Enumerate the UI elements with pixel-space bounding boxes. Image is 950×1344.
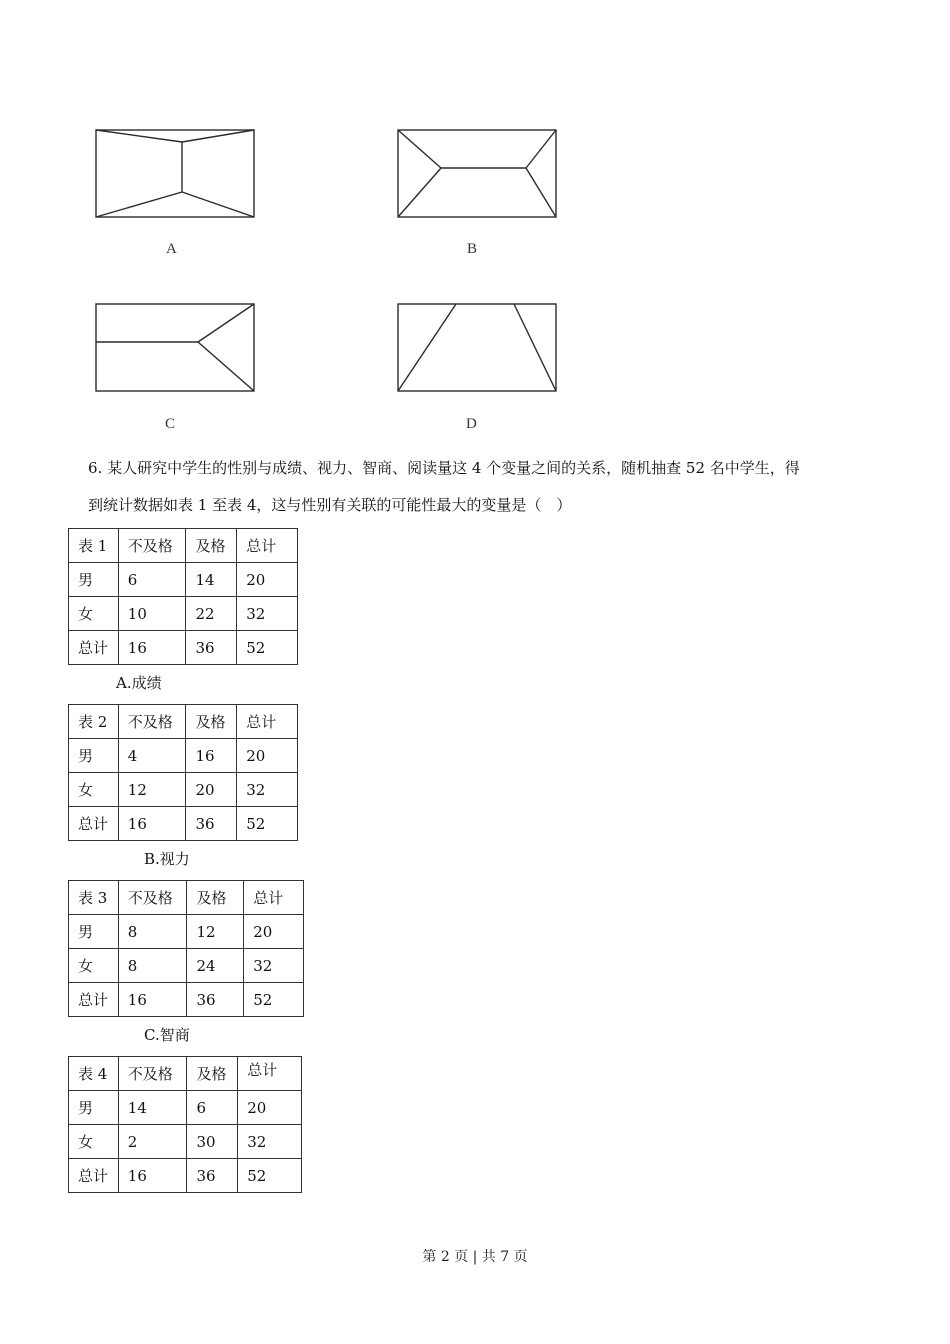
table-row [69,529,298,563]
table-cell: 总计 [237,705,298,739]
table-cell: 男 [69,1091,119,1125]
table-cell: 14 [118,1091,187,1125]
table-cell: 总计 [69,983,119,1017]
table-row [69,773,298,807]
table-cell: 36 [187,983,244,1017]
option-c-caption: C.智商 [144,1026,190,1044]
table-row [69,1125,302,1159]
figure-b [398,130,556,217]
table-row [69,1057,302,1091]
table-cell: 女 [69,597,119,631]
table-cell: 男 [69,563,119,597]
table-cell: 8 [118,915,187,949]
table-cell: 总计 [238,1057,302,1091]
table-cell: 总计 [69,631,119,665]
table-row [69,597,298,631]
table-cell: 32 [238,1125,302,1159]
table-row [69,1159,302,1193]
table-cell: 32 [237,773,298,807]
table-cell: 10 [118,597,186,631]
table-cell: 及格 [186,705,237,739]
table-cell: 52 [238,1159,302,1193]
table-row [69,983,304,1017]
table-3 [68,880,304,1017]
table-cell: 表 1 [69,529,119,563]
table-cell: 16 [118,631,186,665]
table-cell: 表 4 [69,1057,119,1091]
table-cell: 不及格 [118,1057,187,1091]
table-cell: 16 [186,739,237,773]
table-row [69,631,298,665]
table-cell: 表 3 [69,881,119,915]
question-line-2: 到统计数据如表 1 至表 4，这与性别有关联的可能性最大的变量是（ ） [88,496,572,514]
table-cell: 总计 [244,881,304,915]
table-cell: 男 [69,739,119,773]
table-row [69,949,304,983]
table-cell: 及格 [186,529,237,563]
table-cell: 12 [187,915,244,949]
table-cell: 6 [187,1091,238,1125]
table-cell: 男 [69,915,119,949]
table-cell: 32 [237,597,298,631]
table-cell: 不及格 [118,705,186,739]
table-cell: 52 [237,807,298,841]
table-1 [68,528,298,665]
table-cell: 14 [186,563,237,597]
table-cell: 及格 [187,1057,238,1091]
figure-c [96,304,254,391]
table-cell: 16 [118,1159,187,1193]
table-cell: 36 [187,1159,238,1193]
table-row [69,739,298,773]
table-cell: 20 [237,563,298,597]
table-cell: 12 [118,773,186,807]
table-row [69,563,298,597]
table-cell: 52 [237,631,298,665]
table-cell: 16 [118,983,187,1017]
table-cell: 总计 [237,529,298,563]
table-row [69,881,304,915]
table-cell: 24 [187,949,244,983]
option-a-caption: A.成绩 [116,674,162,692]
table-cell: 及格 [187,881,244,915]
table-cell: 16 [118,807,186,841]
figure-b-label: B [467,241,478,257]
table-row [69,705,298,739]
table-cell: 总计 [69,1159,119,1193]
table-cell: 52 [244,983,304,1017]
figure-options [0,0,950,450]
table-cell: 20 [237,739,298,773]
table-cell: 20 [186,773,237,807]
table-cell: 22 [186,597,237,631]
table-cell: 表 2 [69,705,119,739]
table-cell: 20 [238,1091,302,1125]
option-b-caption: B.视力 [144,850,190,868]
table-cell: 32 [244,949,304,983]
figure-c-label: C [165,416,176,432]
question-line-1: 6. 某人研究中学生的性别与成绩、视力、智商、阅读量这 4 个变量之间的关系，随机抽查 52 名中学生，得 [88,459,800,477]
table-4 [68,1056,302,1193]
table-cell: 不及格 [118,529,186,563]
table-row [69,915,304,949]
table-cell: 8 [118,949,187,983]
table-cell: 总计 [69,807,119,841]
table-cell: 4 [118,739,186,773]
table-cell: 36 [186,631,237,665]
table-cell: 20 [244,915,304,949]
table-cell: 2 [118,1125,187,1159]
table-cell: 不及格 [118,881,187,915]
table-2 [68,704,298,841]
table-cell: 36 [186,807,237,841]
table-row [69,1091,302,1125]
table-row [69,807,298,841]
figure-d-label: D [466,416,477,432]
table-cell: 30 [187,1125,238,1159]
table-cell: 女 [69,1125,119,1159]
figure-a [96,130,254,217]
figure-d [398,304,556,391]
table-cell: 6 [118,563,186,597]
figure-a-label: A [166,241,177,257]
table-cell: 女 [69,949,119,983]
table-cell: 女 [69,773,119,807]
page-footer: 第 2 页 | 共 7 页 [422,1249,528,1265]
